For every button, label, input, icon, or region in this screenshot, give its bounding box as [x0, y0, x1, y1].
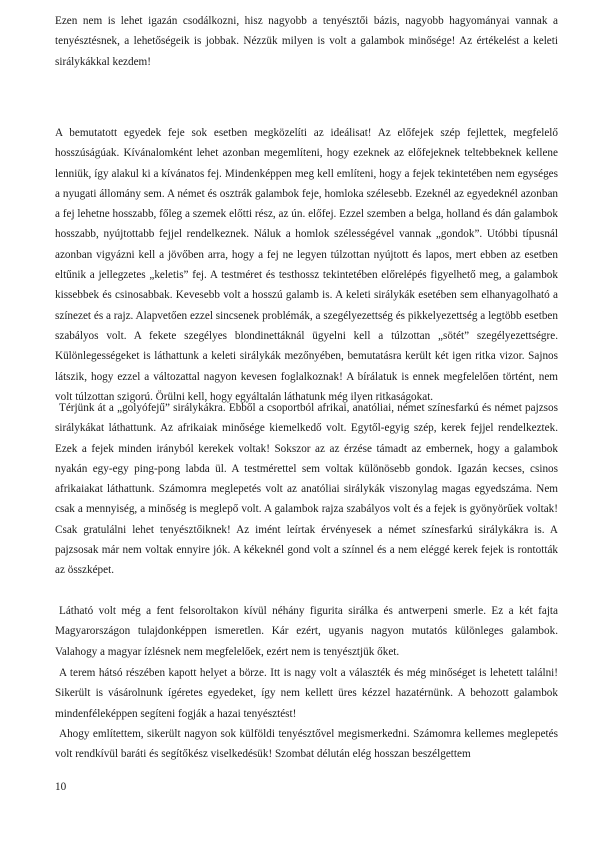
paragraph-kulfoldi-tenyesztok: Ahogy említettem, sikerült nagyon sok külföldi tenyésztővel megismerkedni. Számomra kellemes meglepetés volt rendkívül baráti és segítőkész viselkedésük! Szombat délután elég hosszan beszélgettem: [55, 728, 558, 761]
paragraph-intro: Ezen nem is lehet igazán csodálkozni, hisz nagyobb a tenyésztői bázis, nagyobb hagyományai vannak a tenyésztésnek, a lehetőségeik is jobbak. Nézzük milyen is volt a galambok minősége! Az értékelést a keleti sirálykákkal kezdem!: [55, 15, 558, 68]
paragraph-figurita-smerle: Látható volt még a fent felsoroltakon kívül néhány figurita sirálka és antwerpeni smerle. Ez a két fajta Magyarországon tulajdonképpen ismeretlen. Kár ezért, ugyanis nagyon mutatós különleges galambok. Valahogy a magyar ízlésnek nem megfelelőek, ezért nem is tenyésztjük őket.: [55, 605, 558, 658]
paragraph-borze: A terem hátsó részében kapott helyet a börze. Itt is nagy volt a választék és még minőséget is lehetett találni! Sikerült is vásárolnunk ígéretes egyedeket, így nem kellett üres kézzel hazatérnünk. A behozott galambok mindenféleképpen segíteni fogják a hazai tenyésztést!: [55, 667, 558, 720]
paragraph-keleti-siralykak: A bemutatott egyedek feje sok esetben megközelíti az ideálisat! Az előfejek szép fejlettek, megfelelő hosszúságúak. Kívánalomként lehet azonban megemlíteni, hogy ezeknek az előfejeknek teltebbeknek kellene lenniük, így alakul ki a kívánatos fej. Mindenképpen meg kell említeni, hogy a fejek tekintetében nem egységes a nyugati állomány sem. A német és osztrák galambok feje, homloka szélesebb. Ezeknél az egyedeknél azonban a fej lehetne hosszabb, főleg a szemek előtti rész, az ún. előfej. Ezzel szemben a belga, holland és dán galambok hosszabb, nyújtottabb fejjel rendelkeznek. Náluk a homlok szélességével vannak „gondok”. Utóbbi típusnál azonban vigyázni kell a jövőben arra, hogy a fej ne legyen túlzottan nyújtott és lapos, mert ebben az esetben eltűnik a jellegzetes „keletis” fej. A testméret és testhossz tekintetében előrelépés figyelhető meg, a galambok kissebbek és csinosabbak. Kevesebb volt a hosszú galamb is. A keleti sirálykák esetében sem elhanyagolható a színezet és a rajz. Alapvetően ezzel sincsenek problémák, a szegélyezettség és pikkelyezettség a legtöbb esetben szabályos volt. A fekete szegélyes blondinettáknál ügyelni kell a túlzottan „sötét” szegélyezettségre. Különlegességeket is láthattunk a keleti sirálykák mezőnyében, bemutatásra került két igen ritka vizor. Sajnos látszik, hogy ezzel a változattal nagyon kevesen foglalkoznak! A bírálatuk is ennek megfelelően történt, nem volt túlzottan szigorú. Örülni kell, hogy egyáltalán láthatunk még ilyen ritkaságokat.: [55, 127, 558, 403]
page-number: 10: [55, 781, 67, 793]
paragraph-golyofeju-siralykak: Térjünk át a „golyófejű” sirálykákra. Ebből a csoportból afrikai, anatóliai, német színesfarkú és német pajzsos sirálykákat láthattunk. Az afrikaiak minősége kiemelkedő volt. Egytől-egyig szép, kerek fejjel rendelkeztek. Ezek a fejek minden irányból kerekek voltak! Sokszor az az érzése támadt az embernek, hogy a galambok nyakán egy-egy ping-pong labda ül. A testmérettel sem voltak különösebb gondok. Igazán kecses, csinos afrikaiakat láthattunk. Számomra meglepetés volt az anatóliai sirálykák viszonylag magas egyedszáma. Nem csak a mennyiség, a minőség is meglepő volt. A galambok rajza szabályos volt és a fejek is gyönyörűek voltak! Csak gratulálni lehet tenyésztőiknek! Az imént leírtak érvényesek a német színesfarkú sirálykákra is. A pajzsosak már nem voltak ennyire jók. A kékeknél gond volt a színnel és a nem eléggé kerek fejek is rontották az összképet.: [55, 402, 558, 577]
